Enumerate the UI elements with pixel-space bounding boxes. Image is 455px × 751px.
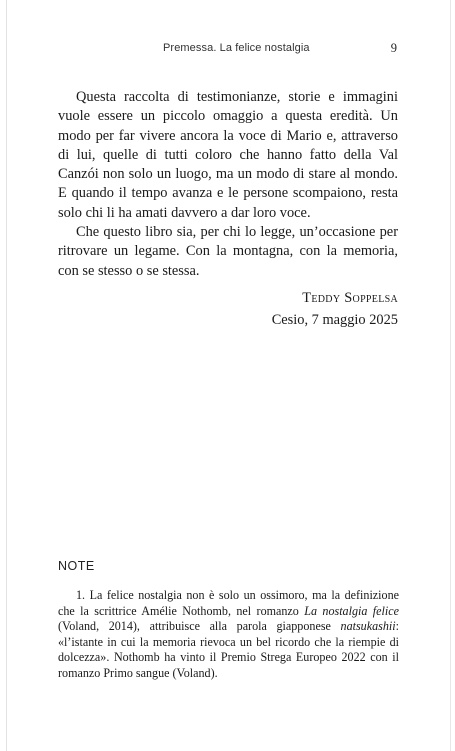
footnote-japanese-word: natsukashii [340,619,396,634]
running-head: Premessa. La felice nostalgia [163,42,310,54]
main-text [58,88,398,281]
paragraph-1: Questa raccolta di testimonianze, storie e immagini vuole essere un piccolo omaggio a questa eredità. Un modo per far vivere ancora la voce di Mario e, attraverso di lui, quelle di tutti coloro che hanno fatto della Val Canzói non solo un luogo, ma un modo di stare al mondo. E quando il tempo avanza e le persone scompaiono, resta solo chi li ha amati davvero a dar loro voce. [58,89,398,221]
page-edge-left [6,0,7,751]
footnote-book-title: La nostalgia felice [304,603,399,618]
footnote-number: 1. [76,588,86,602]
paragraph-2: Che questo libro sia, per chi lo legge, un’occasione per ritrovare un legame. Con la montagna, con la memoria, con se stesso o se stessa. [58,224,398,279]
author-name: Teddy Soppelsa [302,290,398,306]
notes-heading: NOTE [58,559,95,573]
footnote-text-c: : «l’istante in cui la memoria rievoca un bel ricordo che la riempie di dolcezza». Nothomb ha vinto il Premio Strega Europeo 2022 con il romanzo Primo sangue (Voland). [58,619,399,680]
footnote-1 [58,588,399,682]
page-number: 9 [390,41,397,55]
page-edge-right [450,0,451,751]
place-date: Cesio, 7 maggio 2025 [271,312,398,328]
signature-block [272,287,398,331]
footnote-text-a: La felice nostalgia non è solo un ossimoro, ma la definizione che la scrittrice Amélie Nothomb, nel romanzo [58,588,399,618]
footnote-text-b: (Voland, 2014), attribuisce alla parola giapponese [58,619,341,634]
